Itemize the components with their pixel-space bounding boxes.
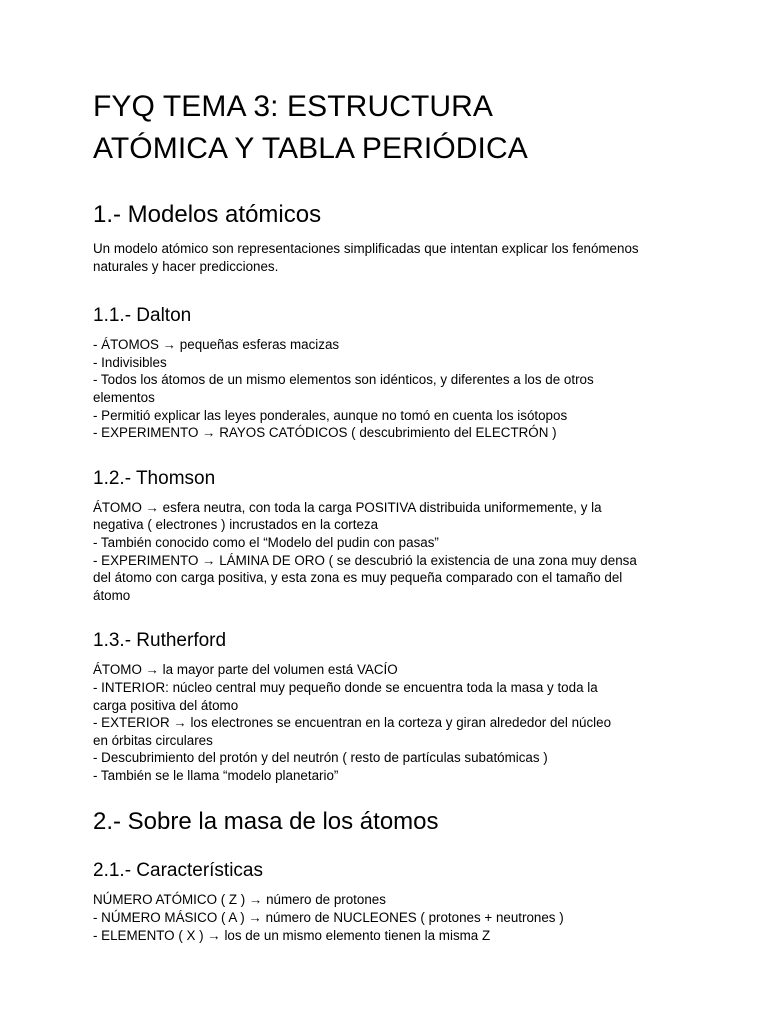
caracteristicas-notes (93, 891, 674, 944)
note-line: ÁTOMO → la mayor parte del volumen está VACÍO (93, 662, 398, 678)
paragraph-line: naturales y hacer predicciones. (93, 258, 279, 274)
note-line: - Indivisibles (93, 354, 167, 370)
subsection-heading-dalton: 1.1.- Dalton (93, 305, 192, 327)
note-line: átomo (93, 587, 131, 603)
note-line: ÁTOMO → esfera neutra, con toda la carga POSITIVA distribuida uniformemente, y la (93, 499, 602, 515)
note-line: - También conocido como el “Modelo del pudin con pasas” (93, 534, 439, 550)
subsection-heading-thomson: 1.2.- Thomson (93, 467, 216, 489)
note-line: - Descubrimiento del protón y del neutrón ( resto de partículas subatómicas ) (93, 750, 548, 766)
note-line: elementos (93, 389, 155, 405)
rutherford-notes (93, 661, 674, 784)
section-heading-masa-atomos: 2.- Sobre la masa de los átomos (93, 808, 439, 836)
dalton-notes (93, 336, 674, 442)
note-line: - NÚMERO MÁSICO ( A ) → número de NUCLEONES ( protones + neutrones ) (93, 910, 564, 926)
note-line: en órbitas circulares (93, 732, 213, 748)
note-line: - EXPERIMENTO → LÁMINA DE ORO ( se descubrió la existencia de una zona muy densa (93, 552, 637, 568)
subsection-heading-rutherford: 1.3.- Rutherford (93, 630, 227, 652)
subsection-heading-caracteristicas: 2.1.- Características (93, 860, 263, 882)
note-line: - Permitió explicar las leyes ponderales, aunque no tomó en cuenta los isótopos (93, 407, 568, 423)
note-line: - Todos los átomos de un mismo elementos son idénticos, y diferentes a los de otros (93, 372, 594, 388)
thomson-notes (93, 499, 674, 605)
document-title-line-2: ATÓMICA Y TABLA PERIÓDICA (93, 132, 528, 165)
document-title (93, 86, 674, 170)
note-line: - ELEMENTO ( X ) → los de un mismo elemento tienen la misma Z (93, 927, 491, 943)
note-line: del átomo con carga positiva, y esta zona es muy pequeña comparado con el tamaño del (93, 570, 623, 586)
note-line: - También se le llama “modelo planetario” (93, 767, 339, 783)
section-heading-modelos-atomicos: 1.- Modelos atómicos (93, 201, 322, 228)
document-title-line-1: FYQ TEMA 3: ESTRUCTURA (93, 90, 494, 123)
section-intro-paragraph (93, 240, 674, 275)
note-line: negativa ( electrones ) incrustados en la corteza (93, 517, 379, 533)
note-line: - INTERIOR: núcleo central muy pequeño donde se encuentra toda la masa y toda la (93, 679, 598, 695)
note-line: - EXTERIOR → los electrones se encuentran en la corteza y giran alrededor del núcleo (93, 715, 612, 731)
paragraph-line: Un modelo atómico son representaciones simplificadas que intentan explicar los fenómenos (93, 241, 639, 256)
note-line: - ÁTOMOS → pequeñas esferas macizas (93, 337, 340, 353)
note-line: NÚMERO ATÓMICO ( Z ) → número de protones (93, 892, 386, 908)
note-line: carga positiva del átomo (93, 697, 239, 713)
note-line: - EXPERIMENTO → RAYOS CATÓDICOS ( descubrimiento del ELECTRÓN ) (93, 425, 557, 441)
